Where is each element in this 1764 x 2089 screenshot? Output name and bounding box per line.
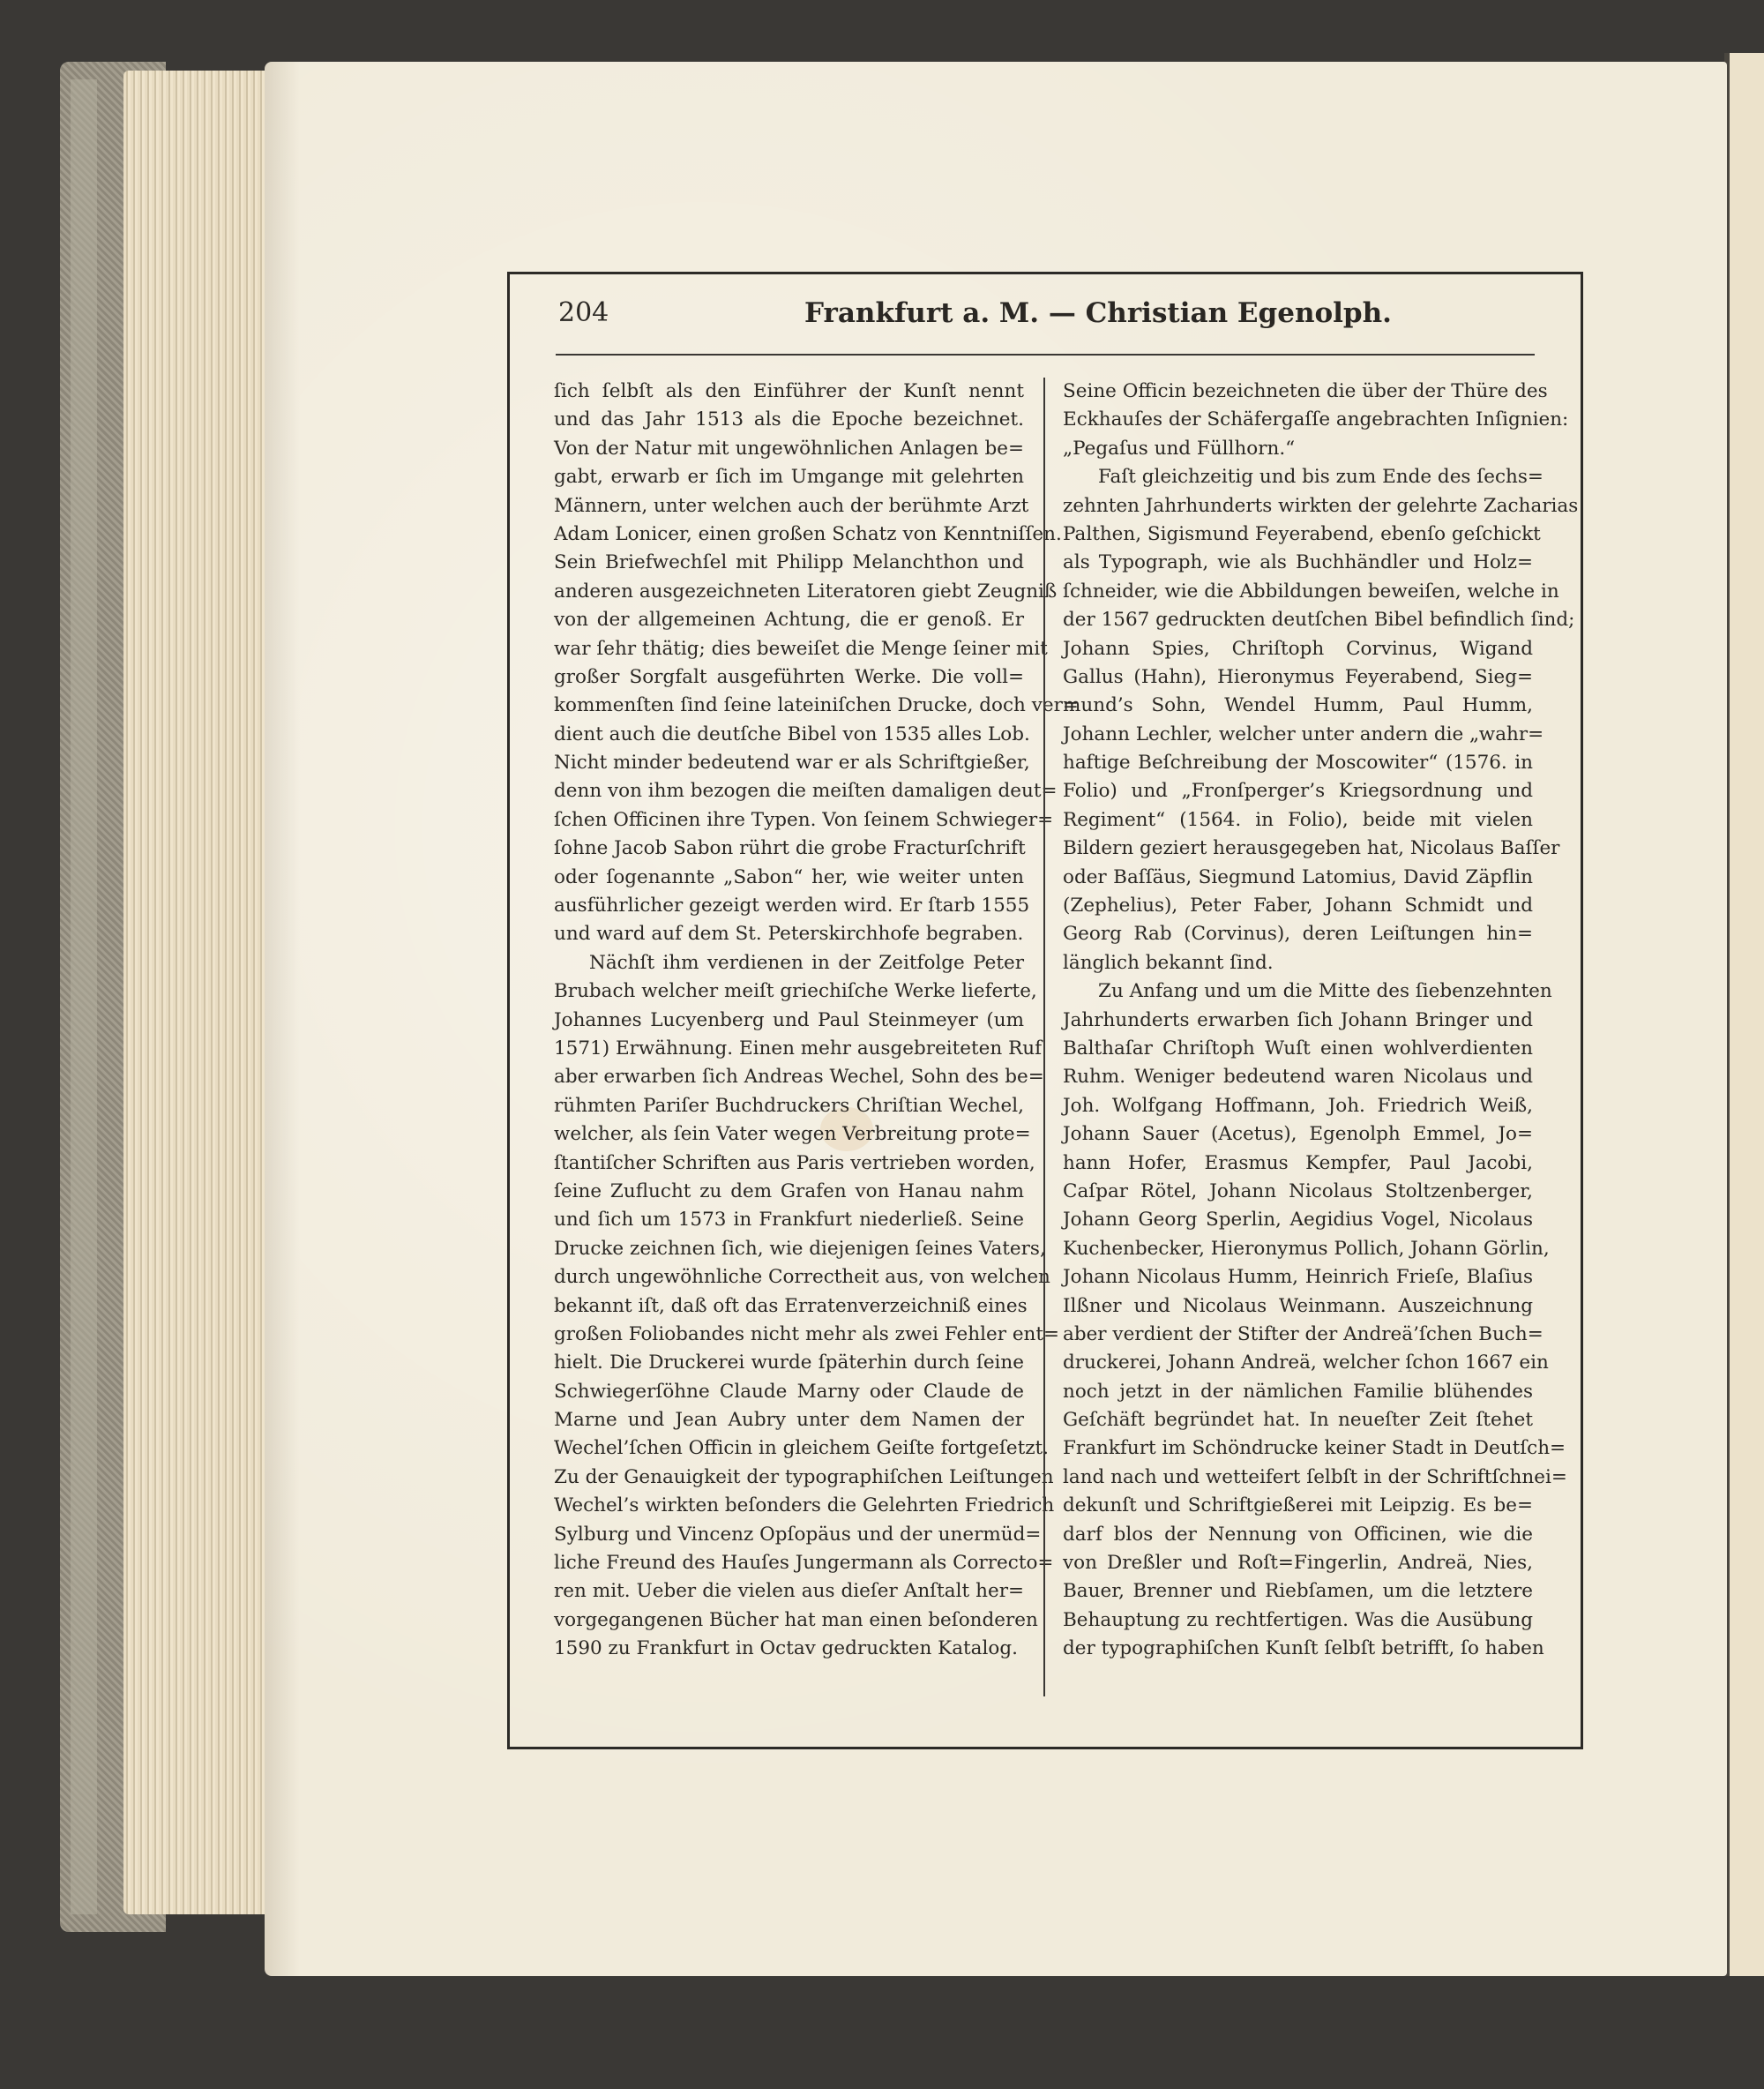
text-line: Nächſt ihm verdienen in der Zeitfolge Peter [589,951,1024,974]
text-line: kommenſten ſind ſeine lateiniſchen Drucke, doch ver= [554,694,1079,717]
text-line: noch jetzt in der nämlichen Familie blühendes [1063,1380,1533,1403]
text-line: Brubach welcher meiſt griechiſche Werke lieferte, [554,980,1037,1003]
column-divider [1043,378,1045,1696]
text-line: bekannt iſt, daß oft das Erratenverzeichniß eines [554,1294,1028,1317]
text-line: Frankfurt im Schöndrucke keiner Stadt in Deutſch= [1063,1437,1566,1460]
text-line: Zu der Genauigkeit der typographiſchen Leiſtungen [554,1465,1054,1488]
text-line: vorgegangenen Bücher hat man einen beſonderen [554,1608,1038,1631]
text-line: Georg Rab (Corvinus), deren Leiſtungen hin= [1063,923,1533,946]
text-line: war ſehr thätig; dies beweiſet die Menge ſeiner mit [554,637,1048,660]
text-line: Marne und Jean Aubry unter dem Namen der [554,1409,1024,1432]
text-line: ſtantiſcher Schriften aus Paris vertrieben worden, [554,1151,1035,1174]
text-line: ſeine Zuflucht zu dem Grafen von Hanau nahm [554,1179,1024,1202]
right-text-column [1063,378,1579,1664]
text-line: mund’s Sohn, Wendel Humm, Paul Humm, [1063,694,1533,717]
text-line: gabt, erwarb er ſich im Umgange mit gelehrten [554,466,1024,489]
text-line: druckerei, Johann Andreä, welcher ſchon 1667 ein [1063,1351,1549,1374]
header-rule [556,354,1535,356]
text-line: Johannes Lucyenberg und Paul Steinmeyer (um [554,1008,1024,1031]
text-line: Sylburg und Vincenz Opſopäus und der unermüd= [554,1523,1042,1546]
text-line: der 1567 gedruckten deutſchen Bibel befindlich ſind; [1063,609,1575,632]
text-line: Seine Officin bezeichneten die über der Thüre des [1063,380,1548,402]
text-line: Jahrhunderts erwarben ſich Johann Bringer und [1063,1008,1533,1031]
text-line: oder Baſſäus, Siegmund Latomius, David Zäpflin [1063,865,1533,888]
text-line: und ſich um 1573 in Frankfurt niederließ. Seine [554,1209,1024,1232]
text-line: Johann Spies, Chriſtoph Corvinus, Wigand [1063,637,1533,660]
text-line: Caſpar Rötel, Johann Nicolaus Stoltzenberger, [1063,1179,1533,1202]
text-line: Nicht minder bedeutend war er als Schriftgießer, [554,752,1030,775]
text-line: Folio) und „Fronſperger’s Kriegsordnung und [1063,780,1533,803]
text-line: Gallus (Hahn), Hieronymus Feyerabend, Sieg= [1063,665,1533,688]
running-header [556,296,1535,340]
text-line: ſchneider, wie die Abbildungen beweiſen, welche in [1063,580,1559,603]
text-line: großer Sorgfalt ausgeführten Werke. Die voll= [554,665,1024,688]
text-line: ſohne Jacob Sabon rührt die grobe Fracturſchrift [554,837,1026,860]
text-line: 1590 zu Frankfurt in Octav gedruckten Katalog. [554,1637,1018,1660]
text-line: und das Jahr 1513 als die Epoche bezeichnet. [554,408,1024,431]
text-line: als Typograph, wie als Buchhändler und Holz= [1063,551,1533,574]
text-line: 1571) Erwähnung. Einen mehr ausgebreiteten Ruf [554,1037,1043,1059]
text-line: liche Freund des Hauſes Jungermann als Correcto= [554,1552,1054,1575]
text-line: Kuchenbecker, Hieronymus Pollich, Johann Görlin, [1063,1237,1550,1260]
text-line: Balthaſar Chriſtoph Wuſt einen wohlverdienten [1063,1037,1533,1059]
text-line: aber verdient der Stifter der Andreä’ſchen Buch= [1063,1322,1544,1345]
text-line: Sein Briefwechſel mit Philipp Melanchthon und [554,551,1024,574]
text-line: Männern, unter welchen auch der berühmte Arzt [554,494,1029,517]
text-line: Johann Lechler, welcher unter andern die „wahr= [1063,723,1544,745]
text-line: durch ungewöhnliche Correctheit aus, von welchen [554,1266,1050,1289]
text-line: Adam Lonicer, einen großen Schatz von Kenntniſſen. [554,522,1062,545]
text-line: Joh. Wolfgang Hoffmann, Joh. Friedrich Weiß, [1063,1094,1533,1117]
text-line: aber erwarben ſich Andreas Wechel, Sohn des be= [554,1066,1044,1089]
text-line: großen Foliobandes nicht mehr als zwei Fehler ent= [554,1322,1060,1345]
text-line: dient auch die deutſche Bibel von 1535 alles Lob. [554,723,1030,745]
text-line: Wechel’ſchen Officin in gleichem Geiſte fortgeſetzt. [554,1437,1050,1460]
text-line: dekunſt und Schriftgießerei mit Leipzig. Es be= [1063,1494,1533,1517]
text-line: ausführlicher gezeigt werden wird. Er ſtarb 1555 [554,895,1030,917]
text-line: von Dreßler und Roſt=Fingerlin, Andreä, Nies, [1063,1552,1533,1575]
text-line: (Zephelius), Peter Faber, Johann Schmidt und [1063,895,1533,917]
text-line: Ilßner und Nicolaus Weinmann. Auszeichnung [1063,1294,1533,1317]
text-line: denn von ihm bezogen die meiſten damaligen deut= [554,780,1058,803]
text-line: rühmten Pariſer Buchdruckers Chriſtian Wechel, [554,1094,1024,1117]
text-line: „Pegaſus und Füllhorn.“ [1063,437,1296,460]
text-line: ſchen Officinen ihre Typen. Von ſeinem Schwieger= [554,808,1054,831]
text-line: Eckhauſes der Schäfergaſſe angebrachten Inſignien: [1063,408,1569,431]
text-line: Faſt gleichzeitig und bis zum Ende des ſechs= [1098,466,1544,489]
text-line: Zu Anfang und um die Mitte des ſiebenzehnten [1098,980,1552,1003]
cover-spine-edge [71,79,97,1914]
text-line: Ruhm. Weniger bedeutend waren Nicolaus und [1063,1066,1533,1089]
text-line: länglich bekannt ſind. [1063,951,1274,974]
page-stack-edges [123,71,278,1914]
text-line: der typographiſchen Kunſt ſelbſt betrifft, ſo haben [1063,1637,1544,1660]
text-line: Bauer, Brenner und Riebſamen, um die letztere [1063,1580,1533,1603]
text-line: Von der Natur mit ungewöhnlichen Anlagen be= [554,437,1024,460]
text-line: Schwiegerſöhne Claude Marny oder Claude de [554,1380,1024,1403]
text-line: zehnten Jahrhunderts wirkten der gelehrte Zacharias [1063,494,1579,517]
text-line: Johann Sauer (Acetus), Egenolph Emmel, Jo= [1063,1123,1533,1146]
running-title: Frankfurt a. M. — Christian Egenolph. [804,297,1392,329]
text-line: hann Hofer, Erasmus Kempfer, Paul Jacobi, [1063,1151,1533,1174]
left-text-column [554,378,1079,1664]
text-line: Drucke zeichnen ſich, wie diejenigen ſeines Vaters, [554,1237,1046,1260]
text-line: Behauptung zu rechtfertigen. Was die Ausübung [1063,1608,1533,1631]
text-line: welcher, als ſein Vater wegen Verbreitung prote= [554,1123,1031,1146]
text-line: darf blos der Nennung von Officinen, wie die [1063,1523,1533,1546]
text-line: Johann Nicolaus Humm, Heinrich Frieſe, Blaſius [1063,1266,1533,1289]
text-line: Wechel’s wirkten beſonders die Gelehrten Friedrich [554,1494,1055,1517]
text-line: oder ſogenannte „Sabon“ her, wie weiter unten [554,865,1024,888]
text-line: von der allgemeinen Achtung, die er genoß. Er [554,609,1024,632]
text-line: und ward auf dem St. Peterskirchhofe begraben. [554,923,1024,946]
text-line: Geſchäft begründet hat. In neueſter Zeit ſtehet [1063,1409,1533,1432]
text-line: Bildern geziert herausgegeben hat, Nicolaus Baſſer [1063,837,1560,860]
text-line: Regiment“ (1564. in Folio), beide mit vielen [1063,808,1533,831]
text-line: Palthen, Sigismund Feyerabend, ebenſo geſchickt [1063,522,1541,545]
text-line: ſich ſelbſt als den Einführer der Kunſt nennt [554,380,1024,402]
text-line: haftige Beſchreibung der Moscowiter“ (1576. in [1063,752,1533,775]
text-line: Johann Georg Sperlin, Aegidius Vogel, Nicolaus [1063,1209,1533,1232]
text-line: land nach und wetteifert ſelbſt in der Schriftſchnei= [1063,1465,1567,1488]
text-line: anderen ausgezeichneten Literatoren giebt Zeugniß [554,580,1058,603]
text-line: ren mit. Ueber die vielen aus dieſer Anſtalt her= [554,1580,1024,1603]
text-line: hielt. Die Druckerei wurde ſpäterhin durch ſeine [554,1351,1024,1374]
facing-page-edge [1724,53,1764,1976]
page-number: 204 [558,297,609,328]
